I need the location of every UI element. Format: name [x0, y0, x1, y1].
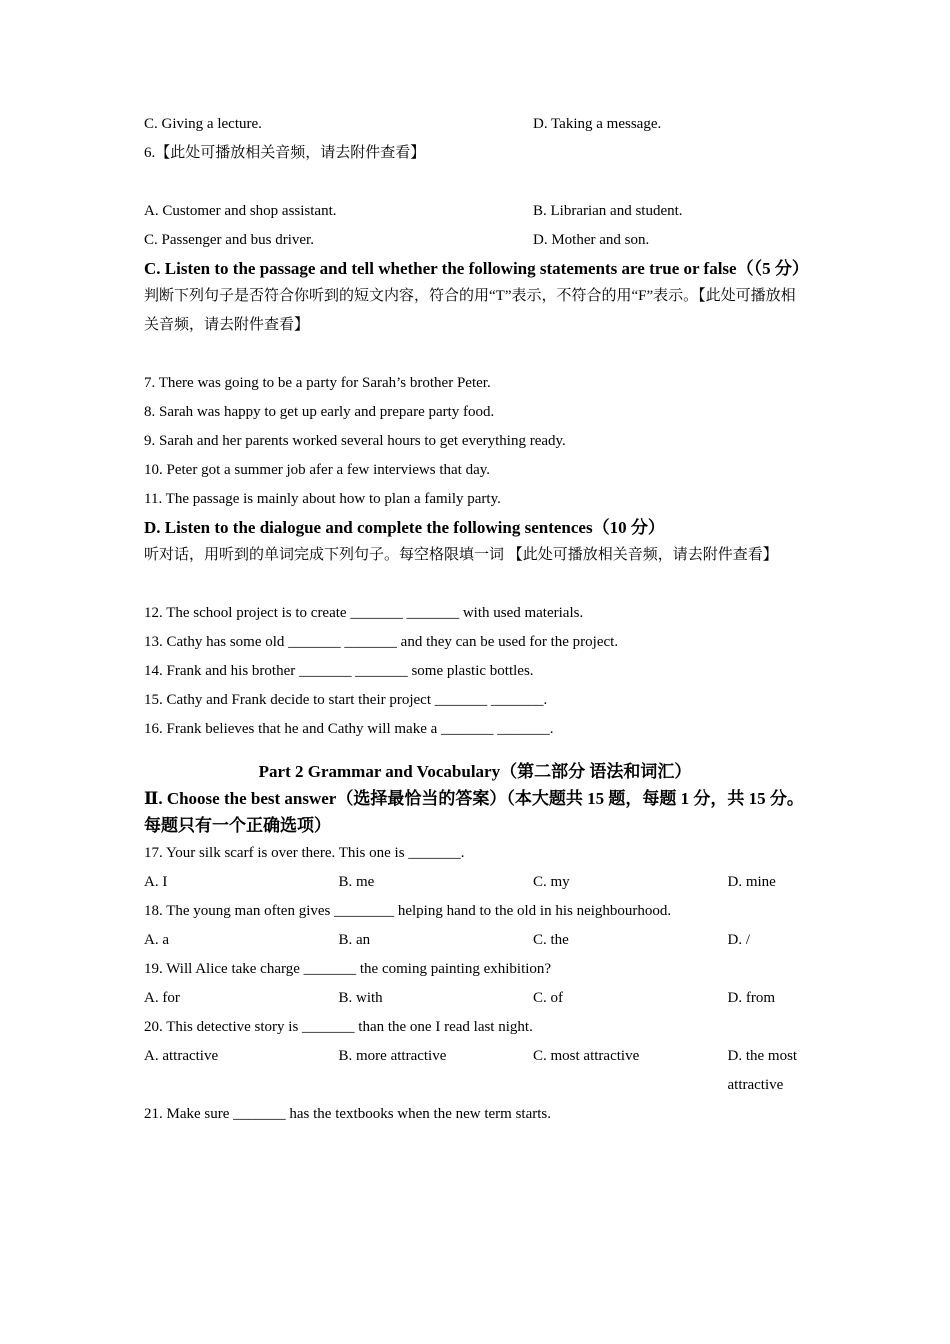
section-c-instruction: 判断下列句子是否符合你听到的短文内容，符合的用“T”表示，不符合的用“F”表示。【此处可播放相关音频，请去附件查看】 [144, 288, 796, 333]
sentence-13: 13. Cathy has some old _______ _______ and they can be used for the project. [144, 634, 619, 650]
q18-option-b: B. an [338, 932, 371, 948]
q20-option-d: D. the most attractive [727, 1048, 798, 1093]
q18-option-a: A. a [144, 932, 169, 948]
q5-option-d: D. Taking a message. [533, 116, 662, 132]
q19-option-c: C. of [533, 990, 563, 1006]
q17-option-c: C. my [533, 874, 570, 890]
sentence-12: 12. The school project is to create _______ _______ with used materials. [144, 605, 584, 621]
q20-option-c: C. most attractive [533, 1048, 640, 1064]
q17-option-b: B. me [338, 874, 375, 890]
q6-option-a: A. Customer and shop assistant. [144, 203, 337, 219]
part2-section-heading: Ⅱ. Choose the best answer（选择最恰当的答案）（本大题共 15 题，每题 1 分，共 15 分。每题只有一个正确选项） [144, 789, 804, 835]
statement-9: 9. Sarah and her parents worked several hours to get everything ready. [144, 433, 566, 449]
q17-stem: 17. Your silk scarf is over there. This one is _______. [144, 845, 465, 861]
q21-stem: 21. Make sure _______ has the textbooks when the new term starts. [144, 1106, 551, 1122]
q18-options [144, 926, 806, 955]
q6-options-row-1 [144, 197, 806, 226]
exam-page [144, 110, 809, 1129]
q17-option-a: A. I [144, 874, 168, 890]
part2-title: Part 2 Grammar and Vocabulary（第二部分 语法和词汇） [258, 762, 692, 781]
q5-option-c: C. Giving a lecture. [144, 116, 262, 132]
section-d-heading: D. Listen to the dialogue and complete the following sentences（10 分） [144, 518, 665, 537]
statement-7: 7. There was going to be a party for Sarah’s brother Peter. [144, 375, 491, 391]
sentence-15: 15. Cathy and Frank decide to start their project _______ _______. [144, 692, 548, 708]
section-c-heading: C. Listen to the passage and tell whether the following statements are true or false（（5 分） [144, 259, 809, 278]
q19-stem: 19. Will Alice take charge _______ the coming painting exhibition? [144, 961, 552, 977]
q6-option-c: C. Passenger and bus driver. [144, 232, 314, 248]
statement-10: 10. Peter got a summer job afer a few interviews that day. [144, 462, 490, 478]
section-d-instruction: 听对话，用听到的单词完成下列句子。每空格限填一词 【此处可播放相关音频，请去附件查看】 [144, 547, 778, 563]
q20-stem: 20. This detective story is _______ than the one I read last night. [144, 1019, 533, 1035]
q17-options [144, 868, 806, 897]
q5-options-row-2 [144, 110, 806, 139]
q19-options [144, 984, 806, 1013]
q6-option-b: B. Librarian and student. [533, 203, 683, 219]
q18-option-c: C. the [533, 932, 569, 948]
q20-option-b: B. more attractive [338, 1048, 447, 1064]
q20-option-a: A. attractive [144, 1048, 219, 1064]
q18-option-d: D. / [727, 932, 750, 948]
q19-option-a: A. for [144, 990, 180, 1006]
q6-options-row-2 [144, 226, 806, 255]
sentence-14: 14. Frank and his brother _______ _______ some plastic bottles. [144, 663, 534, 679]
q18-stem: 18. The young man often gives ________ helping hand to the old in his neighbourhood. [144, 903, 672, 919]
q6-option-d: D. Mother and son. [533, 232, 650, 248]
sentence-16: 16. Frank believes that he and Cathy will make a _______ _______. [144, 721, 554, 737]
q20-options [144, 1042, 806, 1100]
q19-option-b: B. with [338, 990, 383, 1006]
statement-11: 11. The passage is mainly about how to plan a family party. [144, 491, 501, 507]
q19-option-d: D. from [727, 990, 775, 1006]
q17-option-d: D. mine [727, 874, 776, 890]
statement-8: 8. Sarah was happy to get up early and prepare party food. [144, 404, 495, 420]
q6-audio-label: 6.【此处可播放相关音频，请去附件查看】 [144, 145, 426, 161]
